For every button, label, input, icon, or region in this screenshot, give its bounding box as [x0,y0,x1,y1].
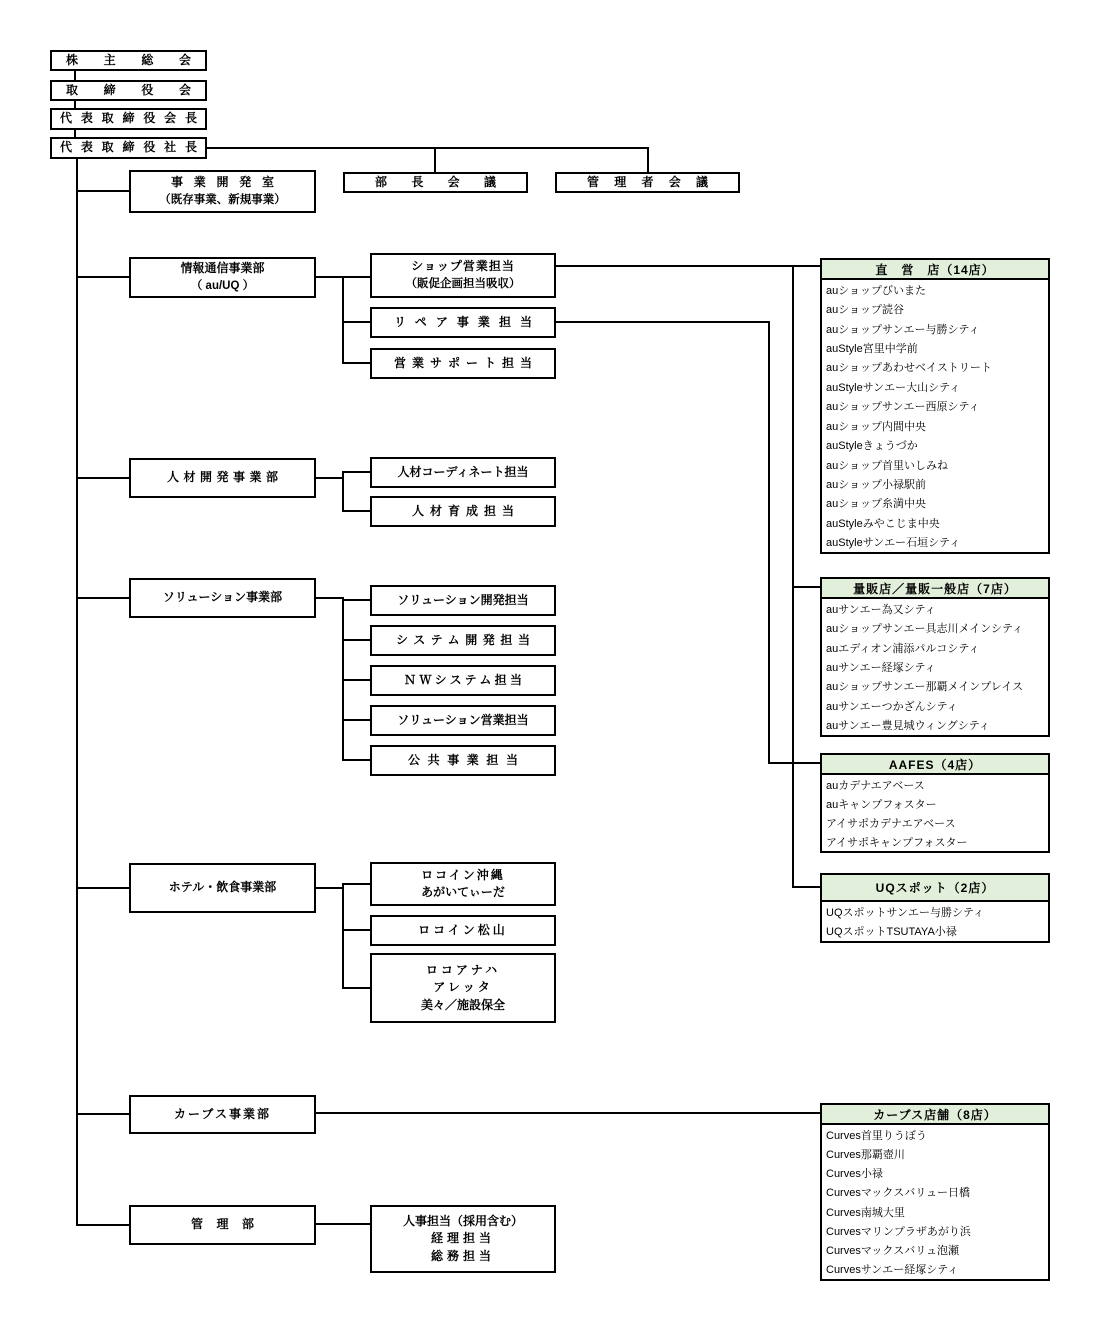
store-list-item: アイサポカデナエアベース [826,817,956,830]
connector-line [342,929,370,931]
org-node-hr-training [370,496,556,527]
connector-line [76,887,129,889]
org-node-loco-anaha [370,953,556,1023]
org-node-label: ショップ営業担当 [411,259,515,274]
store-list-item: auショップ読谷 [826,304,905,317]
org-node-label: システム開発担当 [396,632,530,647]
connector-line [792,886,820,888]
org-node-shop-sales [370,253,556,298]
store-group-aafes [820,753,1050,853]
org-node-sublabel: あがいてぃーだ [421,885,505,899]
org-node-admin-division [129,1205,316,1245]
org-node-label: 美々／施設保全 [420,997,505,1012]
store-list-item: auキャンプフォスター [826,798,937,811]
store-list-item: auサンエー経塚シティ [826,661,936,674]
store-list-item: auショップ内間中央 [826,420,927,433]
connector-line [342,362,370,364]
connector-trunk [76,158,78,1226]
connector-line [342,321,370,323]
store-list-item: UQスポットサンエー与勝シティ [826,906,985,919]
connector-line [342,471,370,473]
org-node-label: ロコイン松山 [418,922,508,937]
org-node-sublabel: （ au/UQ ） [190,279,255,292]
store-group-curves [820,1103,1050,1281]
org-node-hr-coordinate [370,457,556,488]
org-node-label: 代表取締役社長 [60,140,197,155]
connector-line [342,759,370,761]
store-list-item: UQスポットTSUTAYA小禄 [826,926,957,939]
store-group-header: AAFES（4店） [822,755,1048,775]
connector-line [342,987,370,989]
connector-line [342,883,344,989]
org-node-info-comm-division [129,257,316,298]
store-list-item: Curves那覇壺川 [826,1148,905,1161]
org-node-label: カーブス事業部 [174,1106,271,1121]
store-list-item: auカデナエアベース [826,779,925,792]
store-list-item: auショップサンエー那覇メインプレイス [826,681,1024,694]
org-node-sublabel: （既存事業、新規事業） [159,193,286,206]
store-list-item: auショップサンエー具志川メインシティ [826,623,1024,636]
org-node-label: ロコアナハ [425,962,501,977]
connector-line [315,1223,370,1225]
store-group-list [822,902,1048,941]
connector-line [315,1112,820,1114]
org-node-label: 代表取締役会長 [60,111,197,126]
org-node-solution-division [129,578,316,618]
store-group-list [822,1125,1048,1279]
connector-line [76,597,129,599]
store-list-item: auStyleきょうづか [826,440,918,453]
org-node-board [50,80,207,101]
connector-line [76,1113,129,1115]
org-node-label: 部長会議 [375,174,496,189]
org-node-locoinn-okinawa [370,862,556,906]
connector-line [342,719,370,721]
connector-line [342,471,344,512]
connector-line [556,265,820,267]
org-node-label: 株主総会 [66,52,191,67]
store-group-header: UQスポット（2店） [822,875,1048,902]
connector-line [434,147,436,172]
org-node-solution-sales [370,705,556,736]
org-node-business-development [129,170,316,213]
store-list-item: auショップ小禄駅前 [826,478,927,491]
org-node-locoinn-matsuyama [370,915,556,946]
store-list-item: auショップ糸満中央 [826,498,927,511]
org-node-label: ホテル・飲食事業部 [168,880,277,895]
org-node-president [50,137,207,159]
store-list-item: auサンエー為又シティ [826,603,936,616]
store-group-list [822,599,1048,735]
store-group-mass-retail [820,577,1050,737]
connector-line [792,586,820,588]
org-node-label: ソリューション事業部 [162,590,283,605]
connector-line [76,276,129,278]
store-list-item: auショップ首里いしみね [826,459,949,472]
store-group-header: 量販店／量販一般店（7店） [822,579,1048,599]
store-group-direct [820,258,1050,554]
org-node-label: ロコイン沖縄 [421,867,505,882]
store-list-item: アイサポキャンプフォスター [826,836,968,849]
org-node-chairman [50,108,207,130]
org-node-label: 管理部 [191,1217,254,1232]
store-list-item: auStyleサンエー石垣シティ [826,537,961,550]
connector-line [315,477,342,479]
org-node-label: 経理担当 [430,1231,495,1246]
connector-line [342,276,344,364]
connector-line [342,883,370,885]
connector-line [207,147,649,149]
org-node-label: 人材育成担当 [412,503,514,518]
connector-line [768,321,770,764]
connector-line [342,679,370,681]
store-group-list [822,280,1048,552]
org-node-managers-meeting [343,172,528,193]
store-list-item: auショップあわせベイストリート [826,362,992,375]
connector-line [342,599,370,601]
store-list-item: auショップサンエー西原シティ [826,401,980,414]
store-group-list [822,775,1048,851]
org-node-label: リペア事業担当 [394,314,532,329]
connector-line [556,321,768,323]
org-node-admin-staff [370,1205,556,1273]
store-list-item: Curvesサンエー経塚シティ [826,1264,959,1277]
org-node-label: 営業サポート担当 [394,355,532,370]
store-list-item: Curves首里りうぼう [826,1129,927,1142]
org-node-shareholders [50,50,207,71]
connector-line [768,762,820,764]
org-node-label: ソリューション開発担当 [397,592,529,607]
store-list-item: Curvesマックスバリュ泡瀬 [826,1245,959,1258]
store-list-item: auショップびいまた [826,284,927,297]
org-node-label: 事業開発室 [171,175,274,190]
connector-line [315,887,342,889]
org-node-label: 人材コーディネート担当 [397,464,529,479]
store-list-item: auエディオン浦添パルコシティ [826,642,980,655]
store-list-item: auショップサンエー与勝シティ [826,323,980,336]
connector-line [76,477,129,479]
org-node-public-biz [370,745,556,776]
org-node-label: 取締役会 [66,82,191,97]
org-node-label: 情報通信事業部 [180,261,265,276]
connector-line [792,265,794,888]
org-node-label: ＮＷシステム担当 [404,672,522,687]
org-node-repair [370,307,556,338]
org-node-label: ソリューション営業担当 [397,712,529,727]
connector-line [76,190,129,192]
store-list-item: auStyle宮里中学前 [826,342,918,355]
connector-line [342,639,370,641]
org-node-label: 人材開発事業部 [167,470,278,485]
org-node-hotel-food-division [129,863,316,913]
store-group-header: 直 営 店（14店） [822,260,1048,280]
org-node-label: 公共事業担当 [408,752,518,767]
org-node-sublabel: （販促企画担当吸収） [405,277,521,290]
org-node-label: 管理者会議 [587,174,708,189]
org-node-label: アレッタ [433,980,493,995]
connector-line [315,597,342,599]
store-group-header: カーブス店舗（8店） [822,1105,1048,1125]
org-node-curves-division [129,1095,316,1134]
store-list-item: auサンエーつかざんシティ [826,700,958,713]
store-list-item: Curves南城大里 [826,1206,905,1219]
connector-line [342,510,370,512]
org-node-admin-meeting [555,172,740,193]
org-node-label: 総務担当 [430,1248,495,1263]
connector-line [74,70,76,80]
store-list-item: Curvesマックスバリュー日橋 [826,1187,970,1200]
connector-line [76,1224,129,1226]
connector-line [647,147,649,172]
store-list-item: auStyleサンエー大山シティ [826,381,961,394]
org-node-system-dev [370,625,556,656]
org-node-sales-support [370,348,556,379]
store-list-item: Curvesマリンプラザあがり浜 [826,1225,971,1238]
org-node-nw-system [370,665,556,696]
store-group-uq-spot [820,873,1050,943]
store-list-item: auサンエー豊見城ウィングシティ [826,720,990,733]
org-node-hr-division [129,458,316,498]
store-list-item: auStyleみやこじま中央 [826,517,940,530]
store-list-item: Curves小禄 [826,1168,883,1181]
org-node-solution-dev [370,585,556,616]
org-node-label: 人事担当（採用含む） [402,1213,523,1228]
